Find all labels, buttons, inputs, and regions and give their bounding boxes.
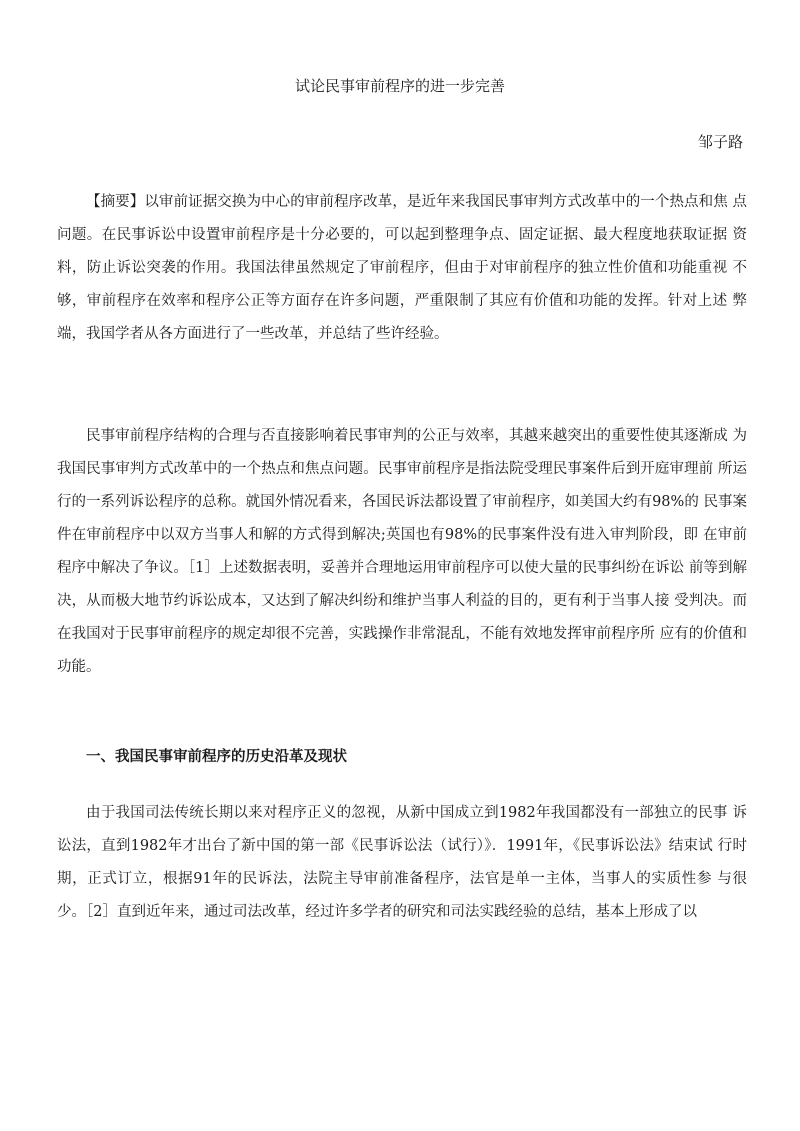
document-author: 邹子路 [697,133,743,151]
body-paragraph: 民事审前程序结构的合理与否直接影响着民事审判的公正与效率，其越来越突出的重要性使其逐渐成 为我国民事审判方式改革中的一个热点和焦点问题。民事审前程序是指法院受理民事案件后到开庭审理前 所运行的一系列诉讼程序的总称。就国外情况看来，各国民诉法都设置了审前程序，如美国大约有98%的 民事案件在审前程序中以双方当事人和解的方式得到解决;英国也有98%的民事案件没有进入审判阶段，即 在审前程序中解决了争议。［1］上述数据表明，妥善并合理地运用审前程序可以使大量的民事纠纷在诉讼 前等到解决，从而极大地节约诉讼成本，又达到了解决纠纷和维护当事人利益的目的，更有利于当事人接 受判决。而在我国对于民事审前程序的规定却很不完善，实践操作非常混乱，不能有效地发挥审前程序所 应有的价值和功能。 [57,428,747,675]
section-heading: 一、我国民事审前程序的历史沿革及现状 [86,748,347,765]
document-title: 试论民事审前程序的进一步完善 [294,77,505,95]
abstract-paragraph: 【摘要】以审前证据交换为中心的审前程序改革，是近年来我国民事审判方式改革中的一个热点和焦 点问题。在民事诉讼中设置审前程序是十分必要的，可以起到整理争点、固定证据、最大程度地获取证据 资料，防止诉讼突袭的作用。我国法律虽然规定了审前程序，但由于对审前程序的独立性价值和功能重视 不够，审前程序在效率和程序公正等方面存在许多问题，严重限制了其应有价值和功能的发挥。针对上述 弊端，我国学者从各方面进行了一些改革，并总结了些许经验。 [57,194,747,342]
section-paragraph: 由于我国司法传统长期以来对程序正义的忽视，从新中国成立到1982年我国都没有一部独立的民事 诉讼法，直到1982年才出台了新中国的第一部《民事诉讼法（试行）》．1991年，《民事诉讼法》结束试 行时期，正式订立，根据91年的民诉法，法院主导审前准备程序，法官是单一主体，当事人的实质性参 与很少。［2］直到近年来，通过司法改革，经过许多学者的研究和司法实践经验的总结，基本上形成了以 [57,805,747,920]
